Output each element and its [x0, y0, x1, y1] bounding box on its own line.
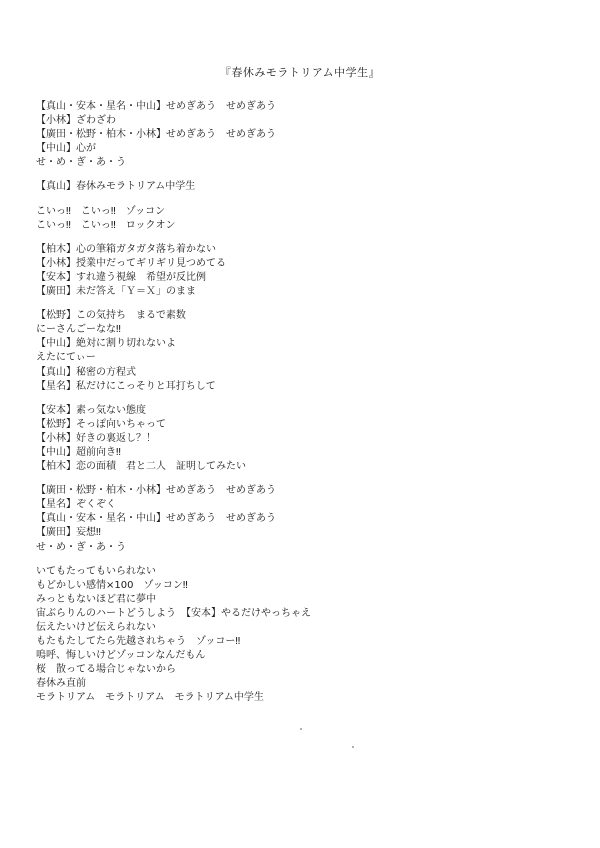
lyric-line: 伝えたいけど伝えられない — [36, 622, 156, 633]
stanza-gap — [36, 233, 576, 243]
lyric-line: 【星名】ぞくぞく — [36, 499, 116, 511]
stanza — [36, 565, 576, 706]
stanza — [36, 309, 576, 394]
stanza — [36, 205, 576, 233]
lyric-line: こいっ‼ こいっ‼ ロックオン — [36, 219, 176, 231]
lyric-line: 桜 散ってる場合じゃないから — [36, 664, 176, 676]
lyric-line: 【廣田】未だ答え「Ｙ＝Ｘ」のまま — [36, 286, 196, 298]
lyric-line: 【中山】超前向き‼ — [36, 446, 121, 458]
lyric-line: にーさんごーなな‼ — [36, 324, 121, 336]
scan-speck — [352, 746, 354, 748]
lyric-line: 春休み直前 — [36, 678, 86, 690]
lyric-line: 【真山・安本・星名・中山】せめぎあう せめぎあう — [36, 101, 276, 112]
lyric-line: 【中山】絶対に割り切れないよ — [36, 338, 176, 350]
lyrics-body — [36, 100, 576, 706]
stanza — [36, 100, 576, 170]
stanza-gap — [36, 394, 576, 404]
lyric-line: えたにてぃー — [36, 352, 96, 364]
lyric-line: 【小林】授業中だってギリギリ見つめてる — [36, 257, 226, 269]
lyric-line: 【安本】素っ気ない態度 — [36, 404, 146, 416]
lyric-line: 【安本】すれ違う視線 希望が反比例 — [36, 271, 206, 283]
lyric-line: みっともないほど君に夢中 — [36, 593, 156, 605]
lyric-line: 【真山・安本・星名・中山】せめぎあう せめぎあう — [36, 513, 276, 525]
lyric-line: 【廣田・松野・柏木・小林】せめぎあう せめぎあう — [36, 129, 276, 141]
lyric-line: 【星名】私だけにこっそりと耳打ちして — [36, 380, 216, 392]
lyric-line: 【真山】秘密の方程式 — [36, 366, 136, 378]
lyric-line: 【柏木】心の筆箱ガタガタ落ち着かない — [36, 243, 216, 255]
stanza — [36, 180, 576, 194]
lyric-line: 嗚呼、悔しいけどゾッコンなんだもん — [36, 650, 206, 662]
stanza-gap — [36, 555, 576, 565]
lyric-line: こいっ‼ こいっ‼ ゾッコン — [36, 205, 166, 217]
document-title: 『春休みモラトリアム中学生』 — [219, 66, 381, 79]
lyric-line: 【柏木】恋の面積 君と二人 証明してみたい — [36, 461, 246, 473]
lyric-line: 【中山】心が — [36, 143, 96, 155]
lyric-line: 【松野】この気持ち まるで素数 — [36, 310, 186, 322]
lyric-line: いてもたってもいられない — [36, 565, 156, 577]
lyric-line: モラトリアム モラトリアム モラトリアム中学生 — [36, 692, 264, 704]
stanza — [36, 404, 576, 474]
lyric-line: 【真山】春休みモラトリアム中学生 — [36, 181, 196, 193]
stanza-gap — [36, 195, 576, 205]
stanza-gap — [36, 474, 576, 484]
lyric-line: もたもたしてたら先越されちゃう ゾッコー‼ — [36, 636, 241, 648]
lyric-line: 【廣田】妄想‼ — [36, 527, 101, 539]
scan-speck — [300, 728, 302, 730]
stanza — [36, 484, 576, 554]
lyric-line: 【廣田・松野・柏木・小林】せめぎあう せめぎあう — [36, 485, 276, 497]
stanza-gap — [36, 299, 576, 309]
lyric-line: せ・め・ぎ・あ・う — [36, 157, 126, 169]
lyric-line: 宙ぶらりんのハートどうしよう 【安本】やるだけやっちゃえ — [36, 607, 311, 619]
lyric-line: 【小林】好きの裏返し？！ — [36, 432, 156, 444]
stanza — [36, 243, 576, 299]
lyric-line: もどかしい感情×100 ゾッコン‼ — [36, 579, 188, 591]
lyric-line: せ・め・ぎ・あ・う — [36, 541, 126, 553]
stanza-gap — [36, 170, 576, 180]
lyric-line: 【松野】そっぽ向いちゃって — [36, 418, 166, 430]
lyric-line: 【小林】ざわざわ — [36, 115, 116, 127]
